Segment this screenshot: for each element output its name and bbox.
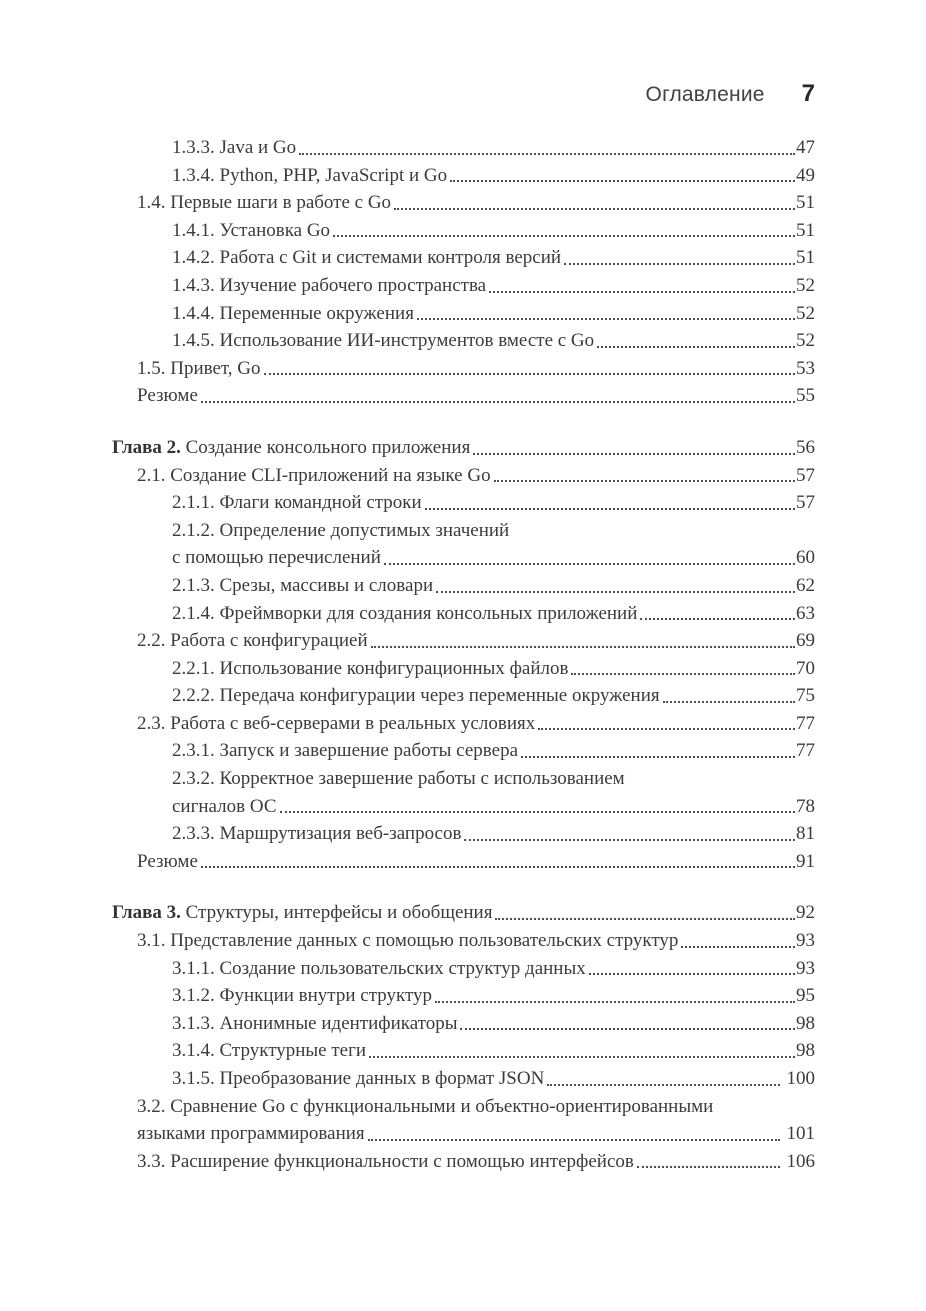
running-head [646,80,815,108]
toc-entry [112,600,815,628]
toc-entry-line [172,1037,815,1065]
toc-entry [112,189,815,217]
toc-entry [112,572,815,600]
toc-entry-line [172,820,815,848]
toc-entry-text: 2.3.2. Корректное завершение работы с использованием [172,768,625,790]
toc-leader-dots [417,318,795,320]
toc-entry [112,982,815,1010]
toc-entry-line [137,848,815,876]
toc-entry-text: 1.5. Привет, Go [137,357,261,379]
toc-entry [112,1010,815,1038]
toc-leader-dots [495,918,795,920]
toc-entry-page: 69 [796,630,815,652]
toc-entry-text: 2.1.2. Определение допустимых значений [172,519,510,541]
toc-entry-line [172,765,815,793]
toc-entry-page: 75 [796,685,815,707]
toc-chapter-entry [112,434,815,462]
toc-entry-text: 3.1. Представление данных с помощью пользовательских структур [137,930,679,952]
toc-entry [112,162,815,190]
toc-entry-text: 3.1.4. Структурные теги [172,1040,367,1062]
page-number: 7 [801,80,815,107]
toc-leader-dots [201,401,795,403]
toc-leader-dots [264,373,795,375]
toc-entry-text: языками программирования [137,1123,365,1145]
toc-entry-line [137,189,815,217]
toc-entry-line [172,572,815,600]
toc-entry-line [172,162,815,190]
toc-entry-text: Резюме [137,850,198,872]
toc-entry-text: 2.2.2. Передача конфигурации через переменные окружения [172,685,660,707]
toc-leader-dots [450,180,795,182]
toc-leader-dots [333,235,795,237]
toc-leader-dots [280,811,796,813]
toc-entry-text: с помощью перечислений [172,547,381,569]
toc-entry [112,327,815,355]
toc-leader-dots [460,1028,795,1030]
toc-entry-line [137,710,815,738]
toc-entry-line [137,1120,815,1148]
toc-entry [112,517,815,572]
toc-entry-page: 49 [796,164,815,186]
toc-leader-dots [489,291,795,293]
toc-entry-line [172,793,815,821]
toc-entry-page: 91 [796,850,815,872]
toc-entry [112,244,815,272]
toc-entry [112,1148,815,1176]
toc-entry [112,134,815,162]
toc-leader-dots [435,1001,795,1003]
toc-entry-line [137,1148,815,1176]
toc-entry-page: 47 [796,137,815,158]
toc-leader-dots [464,839,795,841]
toc-entry [112,300,815,328]
toc-entry-line [137,462,815,490]
toc-entry-text: 1.4.3. Изучение рабочего пространства [172,274,487,296]
toc-entry [112,848,815,876]
toc-entry-text: 2.3.3. Маршрутизация веб-запросов [172,823,462,845]
toc-entry-page: 53 [796,357,815,379]
toc-entry-text: 3.1.5. Преобразование данных в формат JSON [172,1068,545,1089]
toc-entry-line [172,682,815,710]
toc-entry [112,737,815,765]
toc-entry-text: 1.3.3. Java и Go [172,137,297,158]
toc-entry-page: 98 [796,1040,815,1062]
toc-entry-text: 3.2. Сравнение Go с функциональными и объектно-ориентированными [137,1095,714,1117]
toc-entry-text: 3.1.3. Анонимные идентификаторы [172,1012,458,1034]
toc-entry [112,217,815,245]
toc-entry [112,355,815,383]
toc-entry [112,489,815,517]
toc-entry-text: 2.1.1. Флаги командной строки [172,492,422,514]
toc-entry-line [172,327,815,355]
toc-entry-line [172,1010,815,1038]
toc-entry [112,462,815,490]
toc-entry-line [172,244,815,272]
toc-entry-text: 3.3. Расширение функциональности с помощью интерфейсов [137,1150,634,1172]
toc-leader-dots [640,618,795,620]
toc-leader-dots [371,646,795,648]
toc-entry [112,1093,815,1148]
toc-leader-dots [494,480,795,482]
toc-chapter-label: Глава 2. [112,436,181,458]
toc-entry-page: 52 [796,302,815,324]
toc-entry-text: Глава 2. Создание консольного приложения [112,436,471,458]
toc-entry-line [137,927,815,955]
toc-entry-text: Резюме [137,385,198,407]
toc-entry-page: 101 [786,1123,815,1145]
toc-list [112,134,815,1175]
toc-leader-dots [571,673,795,675]
toc-entry-page: 77 [796,740,815,762]
toc-entry-page: 56 [796,436,815,458]
toc-leader-dots [436,591,795,593]
toc-entry-page: 77 [796,712,815,734]
toc-entry-page: 78 [796,795,815,817]
running-head-title: Оглавление [645,83,765,106]
toc-entry-line [172,489,815,517]
toc-leader-dots [597,346,795,348]
toc-entry-line [172,134,815,162]
toc-entry [112,955,815,983]
toc-entry-text: сигналов ОС [172,795,277,817]
toc-entry-text: 2.2. Работа с конфигурацией [137,630,368,652]
toc-leader-dots [589,973,795,975]
toc-entry-page: 93 [796,930,815,952]
toc-entry-page: 81 [796,823,815,845]
toc-entry-text: 2.3. Работа с веб-серверами в реальных условиях [137,712,536,734]
toc-leader-dots [637,1166,780,1168]
toc-entry-page: 63 [796,602,815,624]
toc-entry [112,820,815,848]
toc-entry-text: 1.3.4. Python, PHP, JavaScript и Go [172,164,448,186]
toc-chapter-label: Глава 3. [112,902,181,924]
toc-entry-line [172,737,815,765]
toc-entry-line [172,300,815,328]
toc-leader-dots [425,508,795,510]
toc-entry-text: 2.2.1. Использование конфигурационных файлов [172,657,569,679]
toc-entry-text: 2.3.1. Запуск и завершение работы сервера [172,740,519,762]
toc-leader-dots [473,453,795,455]
toc-entry-page: 52 [796,330,815,352]
toc-entry-line [137,355,815,383]
toc-entry [112,710,815,738]
toc-entry-line [172,1065,815,1093]
toc-entry-text: 2.1. Создание CLI-приложений на языке Go [137,464,491,486]
toc-leader-dots [369,1056,795,1058]
toc-entry-page: 100 [786,1068,815,1089]
toc-entry [112,927,815,955]
toc-entry-page: 57 [796,464,815,486]
toc-entry-page: 93 [796,957,815,979]
toc-chapter-entry [112,899,815,927]
toc-leader-dots [201,866,795,868]
toc-entry [112,682,815,710]
toc-leader-dots [663,701,795,703]
toc-entry-line [137,382,815,410]
toc-entry-line [112,899,815,927]
toc-entry-text: Глава 3. Структуры, интерфейсы и обобщения [112,902,493,924]
toc-entry [112,765,815,820]
toc-entry-text: 1.4.1. Установка Go [172,219,331,241]
toc-entry-line [112,434,815,462]
toc-entry-text: 1.4.4. Переменные окружения [172,302,414,324]
toc-entry-page: 62 [796,574,815,596]
toc-entry-text: 1.4. Первые шаги в работе с Go [137,192,392,214]
toc-leader-dots [547,1084,779,1086]
toc-entry-line [172,217,815,245]
toc-entry-text: 3.1.2. Функции внутри структур [172,985,433,1007]
toc-entry-line [137,1093,815,1121]
toc-entry [112,382,815,410]
toc-leader-dots [368,1139,780,1141]
toc-leader-dots [384,563,795,565]
toc-entry-page: 51 [796,219,815,241]
toc-entry-line [172,955,815,983]
toc-entry-text: 1.4.2. Работа с Git и системами контроля версий [172,247,562,269]
toc-leader-dots [681,946,795,948]
toc-leader-dots [394,208,795,210]
toc-entry-line [172,517,815,545]
toc-entry-line [172,655,815,683]
toc-entry-page: 51 [796,192,815,214]
toc-entry-page: 70 [796,657,815,679]
toc-entry-line [172,600,815,628]
toc-entry-page: 57 [796,492,815,514]
toc-entry [112,627,815,655]
toc-leader-dots [564,263,795,265]
toc-entry [112,655,815,683]
toc-leader-dots [521,756,795,758]
toc-entry-page: 92 [796,902,815,924]
toc-entry-text: 3.1.1. Создание пользовательских структур данных [172,957,586,979]
toc-entry-line [172,982,815,1010]
toc-entry-line [172,272,815,300]
toc-entry-page: 95 [796,985,815,1007]
toc-entry [112,272,815,300]
toc-entry-page: 52 [796,274,815,296]
toc-entry-page: 60 [796,547,815,569]
toc-entry-page: 51 [796,247,815,269]
toc-entry-text: 1.4.5. Использование ИИ-инструментов вместе с Go [172,330,595,352]
toc-entry-page: 106 [786,1150,815,1172]
toc-entry-line [137,627,815,655]
toc-entry-text: 2.1.3. Срезы, массивы и словари [172,574,434,596]
toc-entry-page: 98 [796,1012,815,1034]
toc-entry-text: 2.1.4. Фреймворки для создания консольных приложений [172,602,638,624]
toc-leader-dots [299,153,795,155]
toc-entry [112,1037,815,1065]
toc-entry-page: 55 [796,385,815,407]
toc-entry [112,1065,815,1093]
toc-leader-dots [538,728,795,730]
toc-entry-line [172,544,815,572]
